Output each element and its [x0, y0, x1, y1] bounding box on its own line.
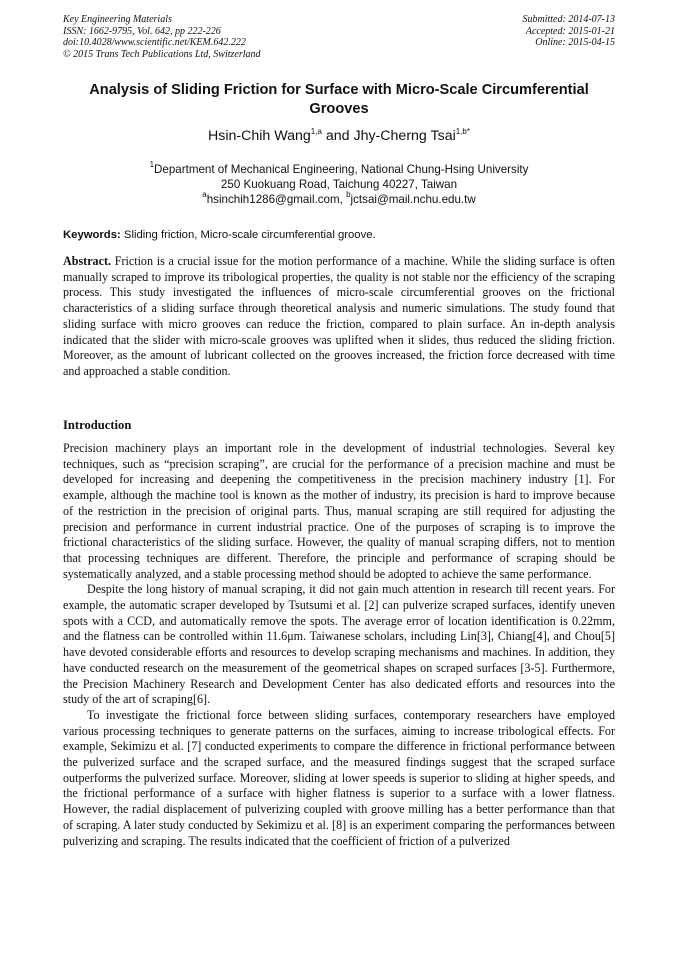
submission-dates [523, 14, 616, 49]
affiliation-department: Department of Mechanical Engineering, National Chung-Hsing University [154, 163, 529, 176]
author-2-affiliation-mark: 1,b* [455, 127, 470, 136]
email-b: jctsai@mail.nchu.edu.tw [350, 193, 476, 206]
submitted-date: Submitted: 2014-07-13 [522, 14, 615, 25]
author-list [63, 127, 615, 145]
email-a-mark: a [202, 190, 207, 199]
keywords-text: Sliding friction, Micro-scale circumferential groove. [120, 229, 376, 241]
abstract-label: Abstract. [63, 254, 112, 268]
journal-info [63, 14, 261, 60]
abstract [63, 254, 615, 380]
abstract-text: Friction is a crucial issue for the motion performance of a machine. While the sliding surface is often manually scraped to improve its tribological properties, the quality is not stable nor the efficiency of the scraping process. This study investigated the influences of micro-scale circumferential grooves on the frictional characteristics of a sliding surface through theoretical analysis and numeric simulations. The study found that sliding surface with micro grooves can reduce the friction, compared to plain surface. An in-depth analysis indicated that the slider with micro-scale grooves was uplifted when it slides, thus reduced the sliding friction. Moreover, as the amount of lubricant collected on the grooves increased, the friction force decreased with time and approached a stable condition. [63, 254, 615, 378]
journal-name: Key Engineering Materials [63, 14, 172, 25]
journal-copyright: © 2015 Trans Tech Publications Ltd, Switzerland [63, 48, 261, 60]
author-1-affiliation-mark: 1,a [310, 127, 322, 136]
keywords [63, 228, 615, 243]
keywords-label: Keywords: [63, 229, 121, 241]
email-b-mark: b [346, 190, 351, 199]
email-a: hsinchih1286@gmail.com, [206, 193, 347, 206]
journal-doi: doi:10.4028/www.scientific.net/KEM.642.222 [63, 37, 246, 48]
author-connector: and [321, 128, 354, 144]
accepted-date: Accepted: 2015-01-21 [525, 25, 615, 37]
journal-issn: ISSN: 1662-9795, Vol. 642, pp 222-226 [63, 25, 221, 37]
affiliation-address: 250 Kuokuang Road, Taichung 40227, Taiwan [220, 178, 458, 191]
paper-title: Analysis of Sliding Friction for Surface with Micro-Scale Circumferential Grooves [89, 82, 589, 117]
paragraph: To investigate the frictional force between sliding surfaces, contemporary researchers have employed various processing techniques to generate patterns on the surfaces, aiming to increase tribological effects. For example, Sekimizu et al. [7] conducted experiments to compare the difference in frictional performance between the pulverized surface and the scraped surface, and the measured findings suggest that the scraped surface outperforms the pulverized surface. Moreover, sliding at lower speeds is superior to sliding at higher speeds, and the frictional performance of a surface with higher flatness is superior to a surface with a lower flatness. However, the radial displacement of pulverizing coupled with groove milling has a better performance than that of scraping. A later study conducted by Sekimizu et al. [8] is an experiment comparing the performances between pulverizing and scraping. The results indicated that the coefficient of friction of a pulverized [63, 707, 615, 848]
online-date: Online: 2015-04-15 [535, 37, 615, 48]
introduction-heading: Introduction [63, 418, 132, 432]
affiliation-emails [63, 192, 615, 207]
affiliation-block [63, 162, 615, 207]
affiliation-mark: 1 [149, 160, 155, 169]
paragraph: Precision machinery plays an important role in the development of industrial technologies. Several key techniques, such as “precision scraping”, are crucial for the performance of a precision machine and must be developed for increasing and deepening the competitiveness in the precision machinery industry [1]. For example, although the machine tool is known as the mother of industry, its precision is hard to improve because of the restriction in the precision of original parts. Thus, manual scraping are still required for adjusting the precision and performance in current industrial practice. One of the purposes of scraping is to improve the frictional characteristics of the sliding surface. However, the quality of manual scraping differs, not to mention that processing techniques are different. Therefore, the principle and performance of scraping should be systematically analyzed, and a stable processing method should be adopted to achieve the same performance. [63, 441, 615, 581]
paragraph: Despite the long history of manual scraping, it did not gain much attention in research till recent years. For example, the automatic scraper developed by Tsutsumi et al. [2] can pulverize scraped surfaces, identify uneven spots with a CCD, and automatically remove the spots. The average error of location identification is 0.22mm, and the flatness can be controlled within 11.6μm. Taiwanese scholars, including Lin[3], Chiang[4], and Chou[5] have devoted considerable efforts and resources to develop scraping mechanisms and machines. In addition, they have conducted research on the measurement of the geometrical shapes on scraped surfaces [3-5]. Furthermore, the Precision Machinery Research and Development Center has also dedicated efforts and resources into the study of the art of scraping[6]. [63, 582, 615, 707]
affiliation-line-1 [63, 162, 615, 177]
author-1-name: Hsin-Chih Wang [208, 128, 311, 144]
introduction-body [63, 441, 615, 849]
author-2-name: Jhy-Cherng Tsai [353, 128, 456, 144]
